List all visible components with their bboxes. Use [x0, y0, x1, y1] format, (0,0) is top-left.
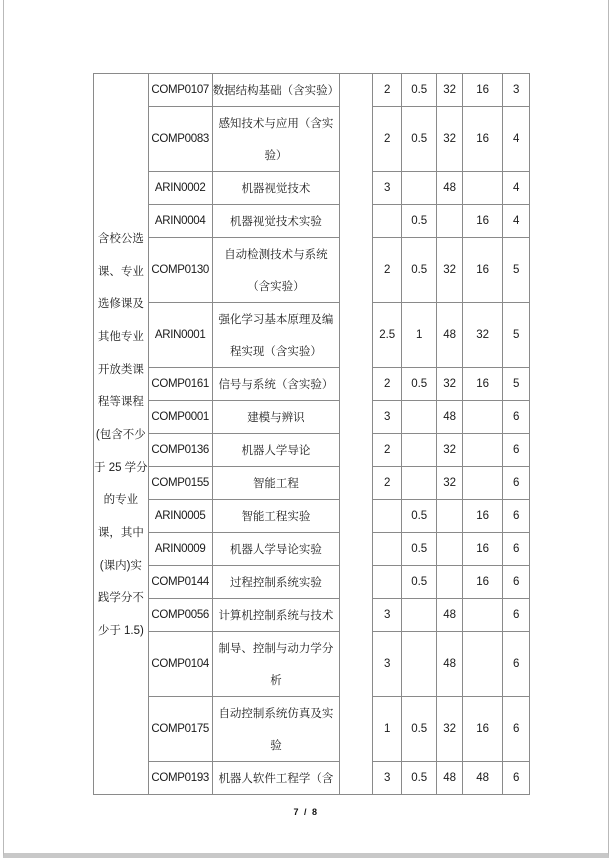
- course-name-line: 机器人学导论实验: [229, 544, 322, 556]
- practice-credit-cell: 0.5: [402, 238, 437, 303]
- semester-cell: 6: [503, 566, 530, 599]
- course-name-cell: [212, 762, 340, 795]
- practice-hours-cell: [463, 632, 503, 697]
- table-row: [94, 566, 530, 599]
- course-name-cell: [212, 500, 340, 533]
- credit-cell: [373, 205, 402, 238]
- hours-cell: [437, 566, 463, 599]
- practice-credit-cell: 0.5: [402, 566, 437, 599]
- course-name-line: 信号与系统（含实验）: [218, 379, 334, 391]
- hours-cell: 32: [437, 107, 463, 172]
- category-note-line: 其他专业: [97, 330, 144, 343]
- course-code-cell: COMP0083: [148, 107, 212, 172]
- course-name-cell: [212, 632, 340, 697]
- hours-cell: 48: [437, 172, 463, 205]
- table-row: [94, 172, 530, 205]
- practice-hours-cell: 48: [463, 762, 503, 795]
- category-note-line: 选修课及: [97, 298, 144, 311]
- table-row: [94, 697, 530, 762]
- semester-cell: 4: [503, 107, 530, 172]
- semester-cell: 5: [503, 368, 530, 401]
- hours-cell: 48: [437, 632, 463, 697]
- semester-cell: 4: [503, 205, 530, 238]
- course-code-cell: COMP0155: [148, 467, 212, 500]
- course-name-line: 机器人学导论: [241, 445, 311, 457]
- hours-cell: 48: [437, 303, 463, 368]
- practice-credit-cell: [402, 434, 437, 467]
- credit-cell: 2: [373, 434, 402, 467]
- course-name-cell: [212, 533, 340, 566]
- practice-hours-cell: [463, 401, 503, 434]
- practice-credit-cell: [402, 599, 437, 632]
- credit-cell: 3: [373, 762, 402, 795]
- table-row: [94, 238, 530, 303]
- course-name-line: 程实现（含实验）: [229, 346, 322, 358]
- category-note-cell: [94, 74, 149, 795]
- course-code-cell: ARIN0002: [148, 172, 212, 205]
- semester-cell: 6: [503, 697, 530, 762]
- course-name-line: 验: [270, 740, 282, 752]
- course-name-line: （含实验）: [247, 281, 305, 293]
- practice-credit-cell: 0.5: [402, 762, 437, 795]
- course-code-cell: COMP0175: [148, 697, 212, 762]
- practice-hours-cell: 16: [463, 566, 503, 599]
- hours-cell: 48: [437, 401, 463, 434]
- practice-hours-cell: 16: [463, 74, 503, 107]
- course-name-cell: [212, 599, 340, 632]
- course-name-line: 过程控制系统实验: [229, 577, 322, 589]
- course-name-cell: [212, 467, 340, 500]
- course-name-line: 数据结构基础（含实验）: [212, 85, 340, 97]
- practice-hours-cell: 16: [463, 697, 503, 762]
- course-code-cell: ARIN0001: [148, 303, 212, 368]
- practice-hours-cell: 16: [463, 368, 503, 401]
- category-note-line: 课，其中: [97, 527, 144, 540]
- course-name-cell: [212, 172, 340, 205]
- credit-cell: [373, 500, 402, 533]
- category-note-line: (课内)实: [99, 559, 142, 572]
- semester-cell: 6: [503, 762, 530, 795]
- practice-hours-cell: [463, 434, 503, 467]
- semester-cell: 5: [503, 238, 530, 303]
- credit-cell: 3: [373, 401, 402, 434]
- course-code-cell: COMP0136: [148, 434, 212, 467]
- course-code-cell: COMP0130: [148, 238, 212, 303]
- semester-cell: 6: [503, 632, 530, 697]
- course-code-cell: ARIN0009: [148, 533, 212, 566]
- hours-cell: 32: [437, 368, 463, 401]
- credit-cell: 2: [373, 467, 402, 500]
- practice-credit-cell: 0.5: [402, 500, 437, 533]
- course-name-cell: [212, 697, 340, 762]
- hours-cell: [437, 500, 463, 533]
- course-name-cell: [212, 238, 340, 303]
- practice-credit-cell: 0.5: [402, 205, 437, 238]
- course-name-line: 建模与辨识: [247, 412, 305, 424]
- course-code-cell: ARIN0004: [148, 205, 212, 238]
- credit-cell: 2: [373, 368, 402, 401]
- credit-cell: 3: [373, 599, 402, 632]
- course-name-line: 自动检测技术与系统: [224, 249, 328, 261]
- course-code-cell: COMP0161: [148, 368, 212, 401]
- course-code-cell: COMP0144: [148, 566, 212, 599]
- semester-cell: 6: [503, 599, 530, 632]
- course-name-line: 智能工程: [252, 478, 299, 490]
- page-number: 7 / 8: [293, 807, 319, 817]
- practice-credit-cell: 0.5: [402, 107, 437, 172]
- course-name-line: 验）: [264, 150, 288, 162]
- course-name-cell: [212, 434, 340, 467]
- course-table-container: [93, 73, 530, 795]
- table-row: [94, 762, 530, 795]
- hours-cell: 32: [437, 467, 463, 500]
- document-page: [3, 0, 609, 858]
- table-row: [94, 74, 530, 107]
- hours-cell: 32: [437, 74, 463, 107]
- practice-hours-cell: 16: [463, 500, 503, 533]
- spacer-column-cell: [340, 74, 373, 795]
- practice-hours-cell: 16: [463, 533, 503, 566]
- category-note-line: 含校公选: [97, 232, 144, 245]
- category-note-line: 开放类课: [97, 363, 144, 376]
- credit-cell: 2.5: [373, 303, 402, 368]
- course-name-cell: [212, 401, 340, 434]
- practice-hours-cell: [463, 467, 503, 500]
- hours-cell: 48: [437, 599, 463, 632]
- course-name-line: 自动控制系统仿真及实: [218, 708, 334, 720]
- course-table-body: [94, 74, 530, 795]
- practice-hours-cell: 32: [463, 303, 503, 368]
- course-table: [93, 73, 530, 795]
- credit-cell: 2: [373, 74, 402, 107]
- practice-hours-cell: [463, 172, 503, 205]
- practice-credit-cell: 0.5: [402, 697, 437, 762]
- category-note-line: 课、专业: [97, 265, 144, 278]
- table-row: [94, 107, 530, 172]
- course-name-line: 析: [270, 675, 282, 687]
- table-row: [94, 500, 530, 533]
- semester-cell: 6: [503, 500, 530, 533]
- hours-cell: 32: [437, 238, 463, 303]
- practice-credit-cell: [402, 467, 437, 500]
- course-name-line: 机器视觉技术实验: [229, 216, 322, 228]
- course-name-cell: [212, 566, 340, 599]
- table-row: [94, 632, 530, 697]
- course-code-cell: COMP0193: [148, 762, 212, 795]
- table-row: [94, 303, 530, 368]
- category-note-line: 践学分不: [97, 592, 144, 605]
- practice-credit-cell: [402, 401, 437, 434]
- category-note-line: 程等课程: [97, 396, 144, 409]
- table-row: [94, 205, 530, 238]
- category-note-line: (包含不少: [95, 429, 146, 441]
- course-name-line: 智能工程实验: [241, 511, 311, 523]
- course-code-cell: COMP0104: [148, 632, 212, 697]
- course-name-line: 感知技术与应用（含实: [218, 118, 334, 130]
- table-row: [94, 533, 530, 566]
- hours-cell: 48: [437, 762, 463, 795]
- practice-credit-cell: 0.5: [402, 74, 437, 107]
- practice-credit-cell: [402, 632, 437, 697]
- credit-cell: 2: [373, 107, 402, 172]
- semester-cell: 3: [503, 74, 530, 107]
- semester-cell: 6: [503, 533, 530, 566]
- practice-credit-cell: [402, 172, 437, 205]
- credit-cell: 1: [373, 697, 402, 762]
- hours-cell: [437, 533, 463, 566]
- semester-cell: 6: [503, 467, 530, 500]
- course-code-cell: COMP0107: [148, 74, 212, 107]
- hours-cell: 32: [437, 697, 463, 762]
- semester-cell: 6: [503, 434, 530, 467]
- practice-credit-cell: 0.5: [402, 533, 437, 566]
- semester-cell: 6: [503, 401, 530, 434]
- credit-cell: [373, 566, 402, 599]
- semester-cell: 4: [503, 172, 530, 205]
- practice-hours-cell: 16: [463, 205, 503, 238]
- credit-cell: 3: [373, 172, 402, 205]
- hours-cell: 32: [437, 434, 463, 467]
- course-name-line: 计算机控制系统与技术: [218, 610, 334, 622]
- practice-credit-cell: 1: [402, 303, 437, 368]
- course-name-cell: [212, 107, 340, 172]
- practice-hours-cell: 16: [463, 107, 503, 172]
- semester-cell: 5: [503, 303, 530, 368]
- credit-cell: 3: [373, 632, 402, 697]
- course-code-cell: COMP0056: [148, 599, 212, 632]
- course-name-line: 机器视觉技术: [241, 183, 311, 195]
- practice-credit-cell: 0.5: [402, 368, 437, 401]
- credit-cell: 2: [373, 238, 402, 303]
- course-name-line: 机器人软件工程学（含: [218, 773, 334, 785]
- table-row: [94, 467, 530, 500]
- course-name-cell: [212, 303, 340, 368]
- table-row: [94, 401, 530, 434]
- credit-cell: [373, 533, 402, 566]
- course-name-cell: [212, 74, 340, 107]
- category-note-line: 少于 1.5): [97, 625, 144, 638]
- hours-cell: [437, 205, 463, 238]
- table-row: [94, 368, 530, 401]
- course-name-cell: [212, 205, 340, 238]
- practice-hours-cell: [463, 599, 503, 632]
- practice-hours-cell: 16: [463, 238, 503, 303]
- course-name-line: 制导、控制与动力学分: [218, 643, 334, 655]
- course-code-cell: ARIN0005: [148, 500, 212, 533]
- category-note-line: 的专业: [103, 494, 139, 507]
- course-name-line: 强化学习基本原理及编: [218, 314, 334, 326]
- table-row: [94, 599, 530, 632]
- course-code-cell: COMP0001: [148, 401, 212, 434]
- table-row: [94, 434, 530, 467]
- category-note-line: 于 25 学分: [94, 461, 148, 474]
- course-name-cell: [212, 368, 340, 401]
